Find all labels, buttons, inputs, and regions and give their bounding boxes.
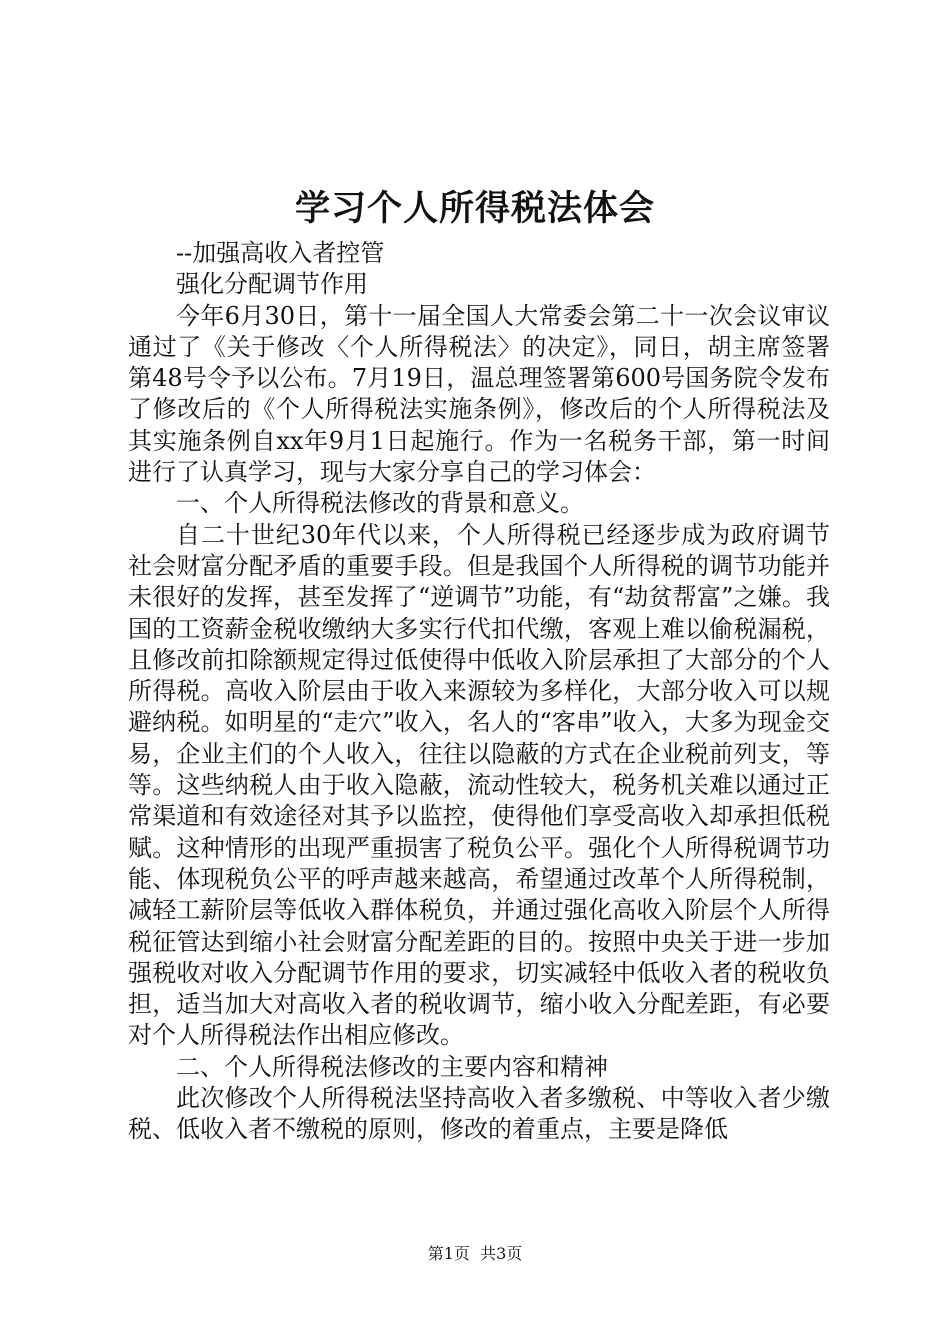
subtitle-line-2: 强化分配调节作用 [176, 270, 368, 299]
subtitle-line-1: --加强高收入者控管 [176, 239, 385, 267]
section-2-paragraph: 此次修改个人所得税法坚持高收入者多缴税、中等收入者少缴税、低收入者不缴税的原则，修改的着重点，主要是降低 [128, 1084, 830, 1144]
section-1-paragraph: 自二十世纪30年代以来，个人所得税已经逐步成为政府调节社会财富分配矛盾的重要手段。但是我国个人所得税的调节功能并未很好的发挥，甚至发挥了“逆调节”功能，有“劫贫帮富”之嫌。我国的工资薪金税收缴纳大多实行代扣代缴，客观上难以偷税漏税，且修改前扣除额规定得过低使得中低收入阶层承担了大部分的个人所得税。高收入阶层由于收入来源较为多样化，大部分收入可以规避纳税。如明星的“走穴”收入，名人的“客串”收入，大多为现金交易，企业主们的个人收入，往往以隐蔽的方式在企业税前列支，等等。这些纳税人由于收入隐蔽，流动性较大，税务机关难以通过正常渠道和有效途径对其予以监控，使得他们享受高收入却承担低税赋。这种情形的出现严重损害了税负公平。强化个人所得税调节功能、体现税负公平的呼声越来越高，希望通过改革个人所得税制，减轻工薪阶层等低收入群体税负，并通过强化高收入阶层个人所得税征管达到缩小社会财富分配差距的目的。按照中央关于进一步加强税收对收入分配调节作用的要求，切实减轻中低收入者的税收负担，适当加大对高收入者的税收调节，缩小收入分配差距，有必要对个人所得税法作出相应修改。 [128, 520, 830, 1050]
section-heading-1: 一、个人所得税法修改的背景和意义。 [176, 489, 584, 518]
document-body [128, 238, 830, 1146]
document-title: 学习个人所得税法体会 [294, 188, 655, 229]
page-number: 第1页 [427, 1244, 470, 1263]
page-total: 共3页 [480, 1244, 523, 1263]
intro-paragraph: 今年6月30日，第十一届全国人大常委会第二十一次会议审议通过了《关于修改〈个人所得税法〉的决定》，同日，胡主席签署第48号令予以公布。7月19日，温总理签署第600号国务院令发布了修改后的《个人所得税法实施条例》，修改后的个人所得税法及其实施条例自xx年9月1日起施行。作为一名税务干部，第一时间进行了认真学习，现与大家分享自己的学习体会： [128, 301, 830, 487]
section-heading-2: 二、个人所得税法修改的主要内容和精神 [176, 1052, 608, 1081]
page-footer [0, 1242, 950, 1266]
